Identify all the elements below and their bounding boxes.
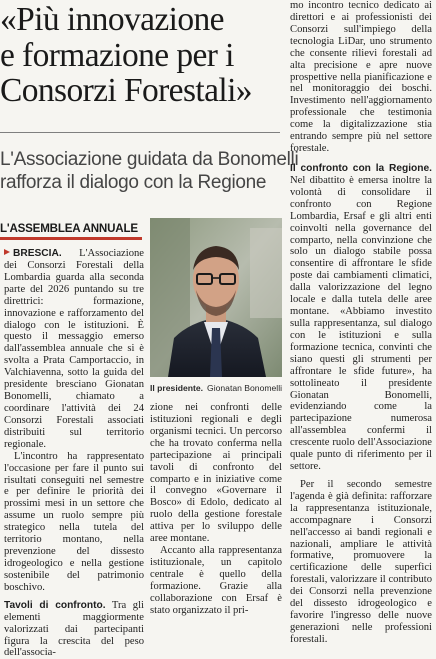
section-label-rule: [0, 237, 142, 240]
portrait-illustration: [150, 218, 282, 377]
paragraph-training: Accanto alla rappresentanza istituzionale, un capitolo centrale è quello della formazione. Grazie alla collaborazione con Ersaf è stato organizzato il pri-: [150, 545, 282, 616]
portrait-photo: [150, 218, 282, 377]
dateline: BRESCIA.: [13, 248, 62, 259]
subheadline-line-2: rafforza il dialogo con la Regione: [0, 172, 267, 193]
article-column-2: [150, 402, 282, 617]
paragraph-intro: [4, 248, 144, 451]
photo-caption: [150, 383, 284, 393]
headline-line-2: e formazione per i: [0, 36, 234, 74]
headline: [0, 2, 286, 109]
paragraph-regione: [290, 163, 432, 473]
headline-line-1: «Più innovazione: [0, 1, 224, 38]
photo-caption-label: Il presidente.: [150, 383, 204, 393]
paragraph-meeting: L'incontro ha rappresentato l'occasione per fare il punto sui risultati conseguiti nel semestre e per definire le priorità dei prossimi mesi in un settore che assume un ruolo sempre più strategico nella tutela del territorio montano, nella prevenzione del dissesto idrogeologico e nella gestione sostenibile del patrimonio boschivo.: [4, 450, 144, 593]
paragraph-institutions: zione nei confronti delle istituzioni regionali e degli organismi tecnici. Un percorso che ha trovato conferma nella partecipazione ai principali tavoli di confronto del comparto e in iniziative come il convegno «Governare il Bosco» di Edolo, dedicato al ruolo della gestione forestale attiva per lo sviluppo delle aree montane.: [150, 402, 282, 545]
section-label: L'ASSEMBLEA ANNUALE: [0, 222, 138, 235]
paragraph-intro-text: L'Associazione dei Consorzi Forestali della Lombardia guarda alla seconda parte del 2026 puntando su tre direttrici: formazione, innovazione e rafforzamento del dialogo con le istituzioni. È questo il messaggio emerso dall'assemblea annuale che si è svolta a Prata Camportaccio, in Valchiavenna, sotto la guida del presidente bresciano Gionatan Bonomelli, chiamato a coordinare l'attività dei 24 Consorzi Forestali associati distribuiti sul territorio regionale.: [4, 248, 144, 450]
paragraph-tavoli: [4, 600, 144, 659]
article-column-3: [290, 0, 432, 646]
subhead-regione: Il confronto con la Regione.: [290, 162, 432, 174]
headline-line-3: Consorzi Forestali»: [0, 72, 252, 109]
subheadline: [0, 148, 299, 194]
paragraph-lidar: mo incontro tecnico dedicato ai direttori e ai professionisti dei Consorzi sull'impiego della tecnologia LiDar, uno strumento che consente rilievi forestali ad alta precisione e apre nuove prospettive nella pianificazione e nel monitoraggio dei boschi. Investimento nell'aggiornamento professionale che testimonia come la digitalizzazione stia entrando sempre più nel settore forestale.: [290, 0, 432, 155]
headline-divider: [0, 132, 280, 133]
red-triangle-marker-icon: [4, 249, 10, 255]
paragraph-regione-text: Nel dibattito è emersa inoltre la volontà di consolidare il confronto con Regione Lombardia, Ersaf e gli altri enti coinvolti nella governance del comparto, nella convinzione che solo un dialogo stabile possa consentire di affrontare le sfide poste dai cambiamenti climatici, dalla valorizzazione del legno locale e dalla tutela delle aree montane. «Abbiamo investito sulla rappresentanza, sul dialogo con le istituzioni e sulla formazione tecnica, convinti che siano questi gli strumenti per affrontare le sfide future», ha sottolineato il presidente Gionatan Bonomelli, evidenziando come la partecipazione numerosa all'assemblea confermi il crescente ruolo dell'Associazione quale punto di riferimento per il settore.: [290, 174, 432, 473]
subhead-tavoli: Tavoli di confronto.: [4, 599, 106, 611]
paragraph-agenda: Per il secondo semestre l'agenda è già definita: rafforzare la rappresentanza istituzionale, accompagnare i Consorzi nell'accesso ai bandi regionali e nazionali, ampliare le attività formative, promuovere la certificazione delle superfici forestali, valorizzare il contributo dei Consorzi nella prevenzione del dissesto idrogeologico e favorire l'ingresso delle nuove generazioni nelle professioni forestali.: [290, 478, 432, 645]
article-column-1: [4, 248, 144, 659]
subheadline-line-1: L'Associazione guidata da Bonomelli: [0, 149, 299, 170]
photo-caption-name: Gionatan Bonomelli: [207, 383, 283, 393]
paragraph-tavoli-text: Tra gli elementi maggiormente valorizzati dai partecipanti figura la crescita del peso dell'associa-: [4, 599, 144, 659]
